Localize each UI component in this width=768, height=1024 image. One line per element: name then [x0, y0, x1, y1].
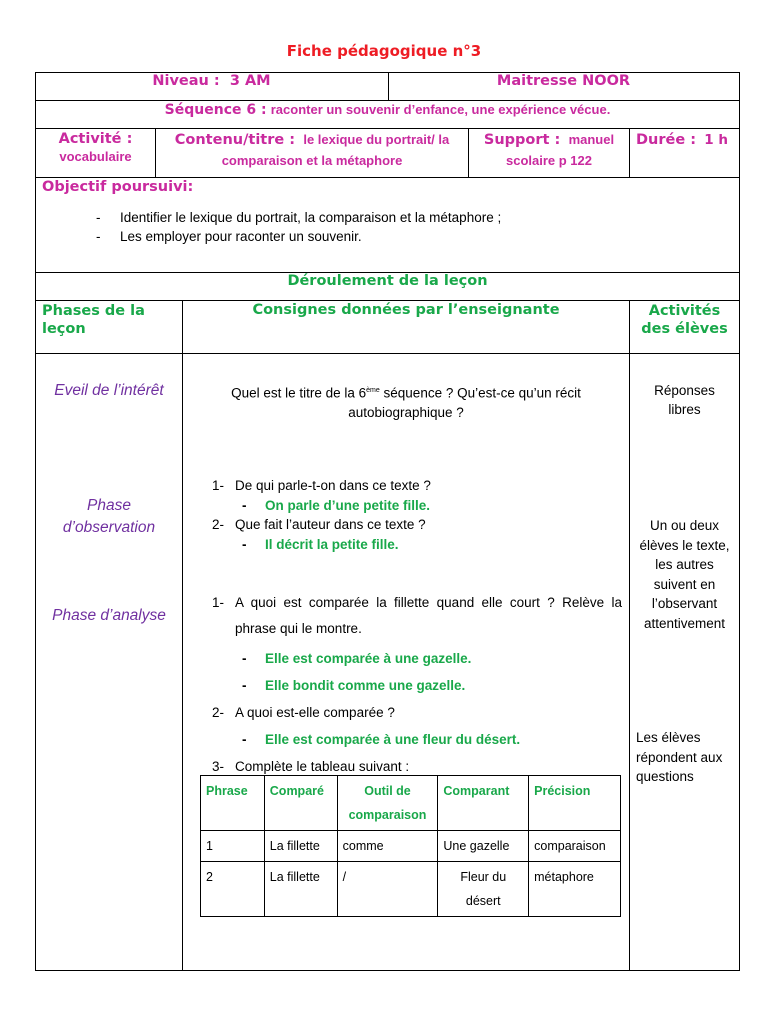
- table-row: [201, 831, 621, 862]
- contenu-value-2: comparaison et la métaphore: [221, 153, 403, 168]
- table-cell: La fillette: [264, 831, 337, 862]
- objectif-label: Objectif poursuivi:: [42, 179, 194, 195]
- activite-cell: [36, 130, 155, 166]
- table-cell: /: [337, 862, 438, 917]
- consigne-eveil: Quel est le titre de la 6ème séquence ? Qu’est-ce qu’un récit autobiographique ?: [231, 385, 581, 420]
- table-cell: Fleur du désert: [438, 862, 529, 917]
- table-header: Comparé: [264, 776, 337, 831]
- sequence-value: raconter un souvenir d’enfance, une expérience vécue.: [270, 102, 611, 117]
- support-value-1: manuel: [568, 132, 615, 147]
- consigne-analyse: [212, 590, 622, 780]
- duree-cell: [636, 130, 739, 151]
- table-header: Phrase: [201, 776, 265, 831]
- phase-eveil: Eveil de l’intérêt: [54, 382, 164, 399]
- support-label: Support :: [483, 132, 561, 148]
- table-cell: comparaison: [529, 831, 621, 862]
- question: 2- Que fait l’auteur dans ce texte ?: [212, 517, 426, 532]
- table-cell: La fillette: [264, 862, 337, 917]
- sequence-cell: [35, 102, 740, 118]
- table-cell: Une gazelle: [438, 831, 529, 862]
- col-header-consignes: Consignes données par l’enseignante: [252, 302, 560, 318]
- table-header: Outil de comparaison: [337, 776, 438, 831]
- objectif-item: - Identifier le lexique du portrait, la comparaison et la métaphore ;: [96, 210, 502, 225]
- comparison-table: [200, 775, 621, 917]
- question: 3- Complète le tableau suivant :: [212, 759, 410, 774]
- answer: - Elle bondit comme une gazelle.: [242, 678, 466, 693]
- duree-value: 1 h: [704, 132, 729, 148]
- question: 1- A quoi est comparée la fillette quand elle court ? Relève la phrase qui le montre.: [212, 595, 622, 636]
- niveau-label: Niveau :: [152, 73, 220, 89]
- niveau-value: 3 AM: [229, 73, 271, 89]
- duree-label: Durée :: [636, 132, 697, 148]
- support-value-2: scolaire p 122: [506, 153, 592, 168]
- answer: - Elle est comparée à une fleur du désert.: [242, 732, 521, 747]
- table-cell: 1: [201, 831, 265, 862]
- page-title: Fiche pédagogique n°3: [286, 42, 482, 60]
- col-header-activites: Activités des élèves: [641, 303, 728, 337]
- col-header-phases: Phases de la leçon: [42, 303, 145, 337]
- objectif-list: [96, 208, 501, 246]
- table-cell: 2: [201, 862, 265, 917]
- niveau-cell: [35, 73, 388, 89]
- contenu-label: Contenu/titre :: [174, 132, 296, 148]
- table-row: [201, 862, 621, 917]
- answer: - Elle est comparée à une gazelle.: [242, 651, 472, 666]
- sequence-label: Séquence 6 :: [164, 102, 267, 118]
- contenu-value-1: le lexique du portrait/ la: [303, 132, 450, 147]
- answer: - On parle d’une petite fille.: [242, 497, 431, 513]
- answer: - Il décrit la petite fille.: [242, 536, 399, 552]
- activite-value: vocabulaire: [59, 149, 132, 164]
- contenu-cell: [156, 130, 468, 171]
- maitresse-cell: Maitresse NOOR: [496, 73, 631, 89]
- table-cell: métaphore: [529, 862, 621, 917]
- activite-observation: Un ou deux élèves le texte, les autres suivent en l’observant attentivement: [639, 518, 730, 631]
- table-cell: comme: [337, 831, 438, 862]
- table-header-row: [201, 776, 621, 831]
- table-header: Précision: [529, 776, 621, 831]
- activite-label: Activité :: [58, 131, 133, 147]
- deroulement-title: Déroulement de la leçon: [287, 273, 488, 289]
- phase-analyse: Phase d’analyse: [52, 607, 166, 624]
- consigne-observation: [212, 476, 624, 554]
- activite-analyse: Les élèves répondent aux questions: [636, 730, 723, 784]
- activite-eveil: Réponses libres: [654, 383, 715, 417]
- phase-observation: Phase d’observation: [62, 497, 156, 536]
- question: 1- De qui parle-t-on dans ce texte ?: [212, 478, 431, 493]
- table-header: Comparant: [438, 776, 529, 831]
- question: 2- A quoi est-elle comparée ?: [212, 705, 395, 720]
- support-cell: [469, 130, 629, 171]
- objectif-item: - Les employer pour raconter un souvenir.: [96, 229, 362, 244]
